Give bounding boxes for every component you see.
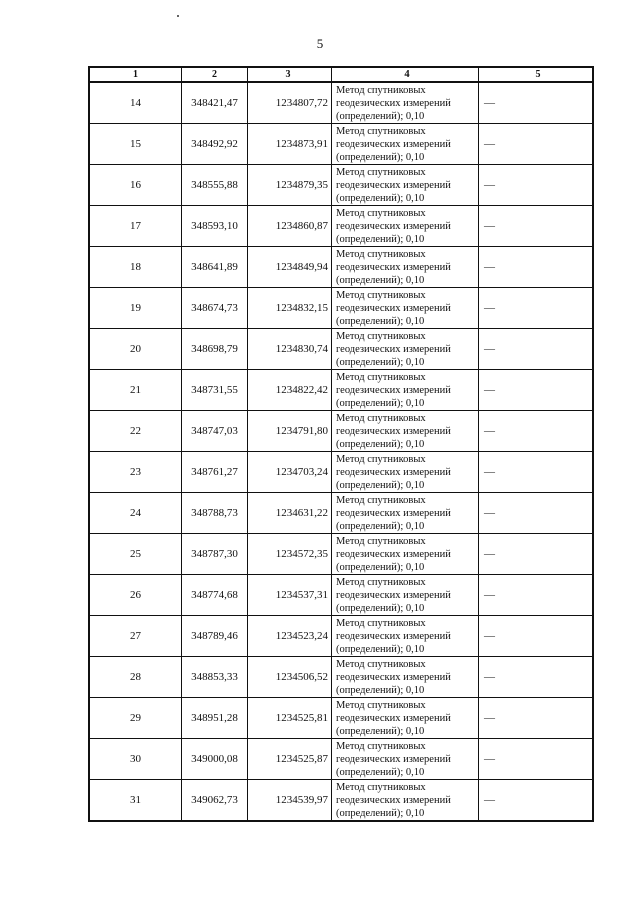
table-row	[89, 82, 593, 124]
method-cell: Метод спутниковых геодезических измерений (определений); 0,10	[332, 329, 479, 370]
y-coordinate-cell: 1234860,87	[248, 206, 332, 247]
method-cell: Метод спутниковых геодезических измерений (определений); 0,10	[332, 616, 479, 657]
table-row	[89, 780, 593, 822]
point-number-cell: 30	[89, 739, 182, 780]
page-number: 5	[316, 36, 324, 51]
column-header-4: 4	[332, 67, 479, 82]
note-cell: —	[479, 165, 594, 206]
column-header-1: 1	[89, 67, 182, 82]
point-number-cell: 23	[89, 452, 182, 493]
method-cell: Метод спутниковых геодезических измерений (определений); 0,10	[332, 534, 479, 575]
method-cell: Метод спутниковых геодезических измерений (определений); 0,10	[332, 370, 479, 411]
note-cell: —	[479, 206, 594, 247]
table-row	[89, 616, 593, 657]
note-cell: —	[479, 370, 594, 411]
column-header-5: 5	[479, 67, 594, 82]
y-coordinate-cell: 1234703,24	[248, 452, 332, 493]
point-number-cell: 27	[89, 616, 182, 657]
y-coordinate-cell: 1234830,74	[248, 329, 332, 370]
y-coordinate-cell: 1234822,42	[248, 370, 332, 411]
y-coordinate-cell: 1234525,87	[248, 739, 332, 780]
note-cell: —	[479, 452, 594, 493]
x-coordinate-cell: 348788,73	[182, 493, 248, 534]
point-number-cell: 25	[89, 534, 182, 575]
table-row	[89, 493, 593, 534]
y-coordinate-cell: 1234539,97	[248, 780, 332, 822]
x-coordinate-cell: 348421,47	[182, 82, 248, 124]
method-cell: Метод спутниковых геодезических измерений (определений); 0,10	[332, 82, 479, 124]
point-number-cell: 17	[89, 206, 182, 247]
point-number-cell: 29	[89, 698, 182, 739]
table-row	[89, 534, 593, 575]
method-cell: Метод спутниковых геодезических измерений (определений); 0,10	[332, 411, 479, 452]
table-row	[89, 411, 593, 452]
method-cell: Метод спутниковых геодезических измерений (определений); 0,10	[332, 165, 479, 206]
note-cell: —	[479, 493, 594, 534]
table-row	[89, 698, 593, 739]
method-cell: Метод спутниковых геодезических измерений (определений); 0,10	[332, 739, 479, 780]
method-cell: Метод спутниковых геодезических измерений (определений); 0,10	[332, 698, 479, 739]
table-row	[89, 739, 593, 780]
note-cell: —	[479, 575, 594, 616]
point-number-cell: 19	[89, 288, 182, 329]
note-cell: —	[479, 329, 594, 370]
point-number-cell: 22	[89, 411, 182, 452]
x-coordinate-cell: 348492,92	[182, 124, 248, 165]
table-row	[89, 124, 593, 165]
x-coordinate-cell: 348698,79	[182, 329, 248, 370]
point-number-cell: 16	[89, 165, 182, 206]
method-cell: Метод спутниковых геодезических измерений (определений); 0,10	[332, 575, 479, 616]
method-cell: Метод спутниковых геодезических измерений (определений); 0,10	[332, 452, 479, 493]
method-cell: Метод спутниковых геодезических измерений (определений); 0,10	[332, 124, 479, 165]
point-number-cell: 31	[89, 780, 182, 822]
coordinates-table	[88, 66, 594, 822]
point-number-cell: 14	[89, 82, 182, 124]
note-cell: —	[479, 534, 594, 575]
point-number-cell: 21	[89, 370, 182, 411]
x-coordinate-cell: 348555,88	[182, 165, 248, 206]
note-cell: —	[479, 698, 594, 739]
method-cell: Метод спутниковых геодезических измерений (определений); 0,10	[332, 657, 479, 698]
x-coordinate-cell: 348641,89	[182, 247, 248, 288]
y-coordinate-cell: 1234807,72	[248, 82, 332, 124]
x-coordinate-cell: 348774,68	[182, 575, 248, 616]
note-cell: —	[479, 124, 594, 165]
table-row	[89, 206, 593, 247]
y-coordinate-cell: 1234525,81	[248, 698, 332, 739]
table-row	[89, 329, 593, 370]
table-row	[89, 657, 593, 698]
note-cell: —	[479, 780, 594, 822]
column-header-2: 2	[182, 67, 248, 82]
y-coordinate-cell: 1234631,22	[248, 493, 332, 534]
point-number-cell: 18	[89, 247, 182, 288]
table-row	[89, 165, 593, 206]
note-cell: —	[479, 82, 594, 124]
y-coordinate-cell: 1234506,52	[248, 657, 332, 698]
method-cell: Метод спутниковых геодезических измерений (определений); 0,10	[332, 247, 479, 288]
x-coordinate-cell: 348731,55	[182, 370, 248, 411]
point-number-cell: 15	[89, 124, 182, 165]
method-cell: Метод спутниковых геодезических измерений (определений); 0,10	[332, 780, 479, 822]
x-coordinate-cell: 348761,27	[182, 452, 248, 493]
x-coordinate-cell: 348951,28	[182, 698, 248, 739]
table-row	[89, 288, 593, 329]
y-coordinate-cell: 1234537,31	[248, 575, 332, 616]
x-coordinate-cell: 348787,30	[182, 534, 248, 575]
x-coordinate-cell: 348674,73	[182, 288, 248, 329]
point-number-cell: 24	[89, 493, 182, 534]
x-coordinate-cell: 348853,33	[182, 657, 248, 698]
point-number-cell: 28	[89, 657, 182, 698]
table-row	[89, 575, 593, 616]
x-coordinate-cell: 349000,08	[182, 739, 248, 780]
y-coordinate-cell: 1234832,15	[248, 288, 332, 329]
note-cell: —	[479, 657, 594, 698]
x-coordinate-cell: 349062,73	[182, 780, 248, 822]
column-header-3: 3	[248, 67, 332, 82]
method-cell: Метод спутниковых геодезических измерений (определений); 0,10	[332, 206, 479, 247]
x-coordinate-cell: 348593,10	[182, 206, 248, 247]
y-coordinate-cell: 1234873,91	[248, 124, 332, 165]
x-coordinate-cell: 348747,03	[182, 411, 248, 452]
y-coordinate-cell: 1234849,94	[248, 247, 332, 288]
point-number-cell: 20	[89, 329, 182, 370]
note-cell: —	[479, 247, 594, 288]
method-cell: Метод спутниковых геодезических измерений (определений); 0,10	[332, 493, 479, 534]
y-coordinate-cell: 1234879,35	[248, 165, 332, 206]
table-row	[89, 370, 593, 411]
point-number-cell: 26	[89, 575, 182, 616]
note-cell: —	[479, 288, 594, 329]
table-header-row	[89, 67, 593, 82]
y-coordinate-cell: 1234572,35	[248, 534, 332, 575]
y-coordinate-cell: 1234523,24	[248, 616, 332, 657]
method-cell: Метод спутниковых геодезических измерений (определений); 0,10	[332, 288, 479, 329]
note-cell: —	[479, 739, 594, 780]
y-coordinate-cell: 1234791,80	[248, 411, 332, 452]
table-row	[89, 452, 593, 493]
table-row	[89, 247, 593, 288]
scan-speck	[177, 15, 179, 17]
note-cell: —	[479, 411, 594, 452]
note-cell: —	[479, 616, 594, 657]
x-coordinate-cell: 348789,46	[182, 616, 248, 657]
